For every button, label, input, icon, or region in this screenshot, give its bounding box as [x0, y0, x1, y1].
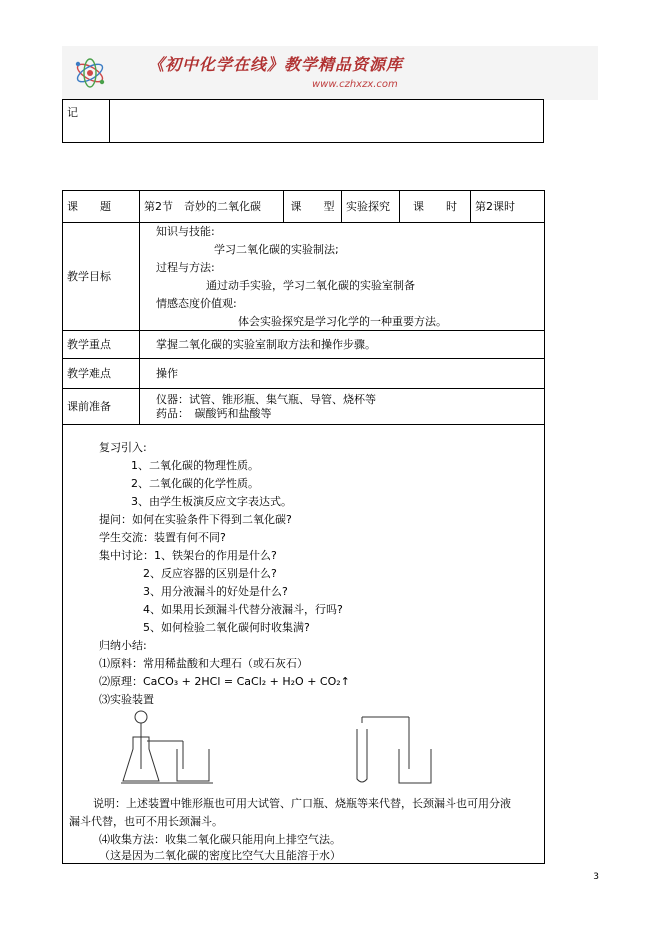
review-item: 3、由学生板演反应文字表达式。	[131, 495, 292, 508]
period-value: 第2课时	[471, 191, 545, 223]
review-title: 复习引入:	[99, 441, 147, 454]
goal-line: 情感态度价值观:	[156, 297, 237, 310]
discuss-item: 2、反应容器的区别是什么?	[143, 567, 277, 580]
difficulty-value: 操作	[140, 359, 545, 389]
lesson-plan-table	[62, 190, 545, 864]
goals-label: 教学目标	[63, 223, 140, 331]
apparatus-title: ⑶实验装置	[99, 693, 154, 706]
page-number: 3	[593, 872, 599, 882]
key-label: 教学重点	[63, 331, 140, 359]
process-cell	[63, 425, 545, 864]
notes-table	[62, 99, 544, 143]
discuss-title: 集中讨论：1、铁架台的作用是什么?	[99, 549, 277, 562]
discuss-item: 3、用分液漏斗的好处是什么?	[143, 585, 288, 598]
goal-line: 过程与方法:	[156, 261, 215, 274]
goal-line: 通过动手实验，学习二氧化碳的实验室制备	[206, 279, 415, 292]
banner-title: 《初中化学在线》教学精品资源库	[148, 55, 404, 74]
summary-title: 归纳小结:	[99, 639, 147, 652]
notes-cell	[110, 100, 544, 143]
prep-line: 药品： 碳酸钙和盐酸等	[156, 406, 272, 420]
period-label: 课 时	[400, 191, 471, 223]
prep-label: 课前准备	[63, 389, 140, 425]
goal-line: 体会实验探究是学习化学的一种重要方法。	[238, 315, 447, 328]
raw-materials: ⑴原料：常用稀盐酸和大理石（或石灰石）	[99, 657, 308, 670]
key-value: 掌握二氧化碳的实验室制取方法和操作步骤。	[140, 331, 545, 359]
difficulty-label: 教学难点	[63, 359, 140, 389]
prep-cell	[140, 389, 545, 425]
question: 提问：如何在实验条件下得到二氧化碳?	[99, 513, 292, 526]
review-item: 1、二氧化碳的物理性质。	[131, 459, 259, 472]
exchange: 学生交流：装置有何不同?	[99, 531, 226, 544]
prep-line: 仪器：试管、锥形瓶、集气瓶、导管、烧杯等	[156, 392, 376, 406]
type-label: 课 型	[284, 191, 342, 223]
goal-line: 知识与技能:	[156, 225, 215, 238]
reaction-principle: ⑵原理：CaCO₃ + 2HCl = CaCl₂ + H₂O + CO₂↑	[99, 675, 350, 688]
banner-url: www.czhxzx.com	[312, 79, 398, 90]
note-line-2: 漏斗代替，也可不用长颈漏斗。	[69, 815, 223, 828]
topic-value: 第2节 奇妙的二氧化碳	[140, 191, 284, 223]
discuss-item: 5、如何检验二氧化碳何时收集满?	[143, 621, 310, 634]
tube-apparatus-figure	[347, 709, 437, 789]
note-line-1: 说明：上述装置中锥形瓶也可用大试管、广口瓶、烧瓶等来代替，长颈漏斗也可用分液	[93, 797, 511, 810]
flask-apparatus-figure	[121, 709, 221, 789]
notes-label: 记	[63, 100, 110, 143]
goal-line: 学习二氧化碳的实验制法;	[214, 243, 339, 256]
goals-cell	[140, 223, 545, 331]
review-item: 2、二氧化碳的化学性质。	[131, 477, 259, 490]
type-value: 实验探究	[342, 191, 400, 223]
collect-method: ⑷收集方法：收集二氧化碳只能用向上排空气法。	[99, 833, 341, 846]
topic-label: 课 题	[63, 191, 140, 223]
collect-reason: （这是因为二氧化碳的密度比空气大且能溶于水）	[99, 849, 341, 862]
discuss-item: 4、如果用长颈漏斗代替分液漏斗，行吗?	[143, 603, 343, 616]
